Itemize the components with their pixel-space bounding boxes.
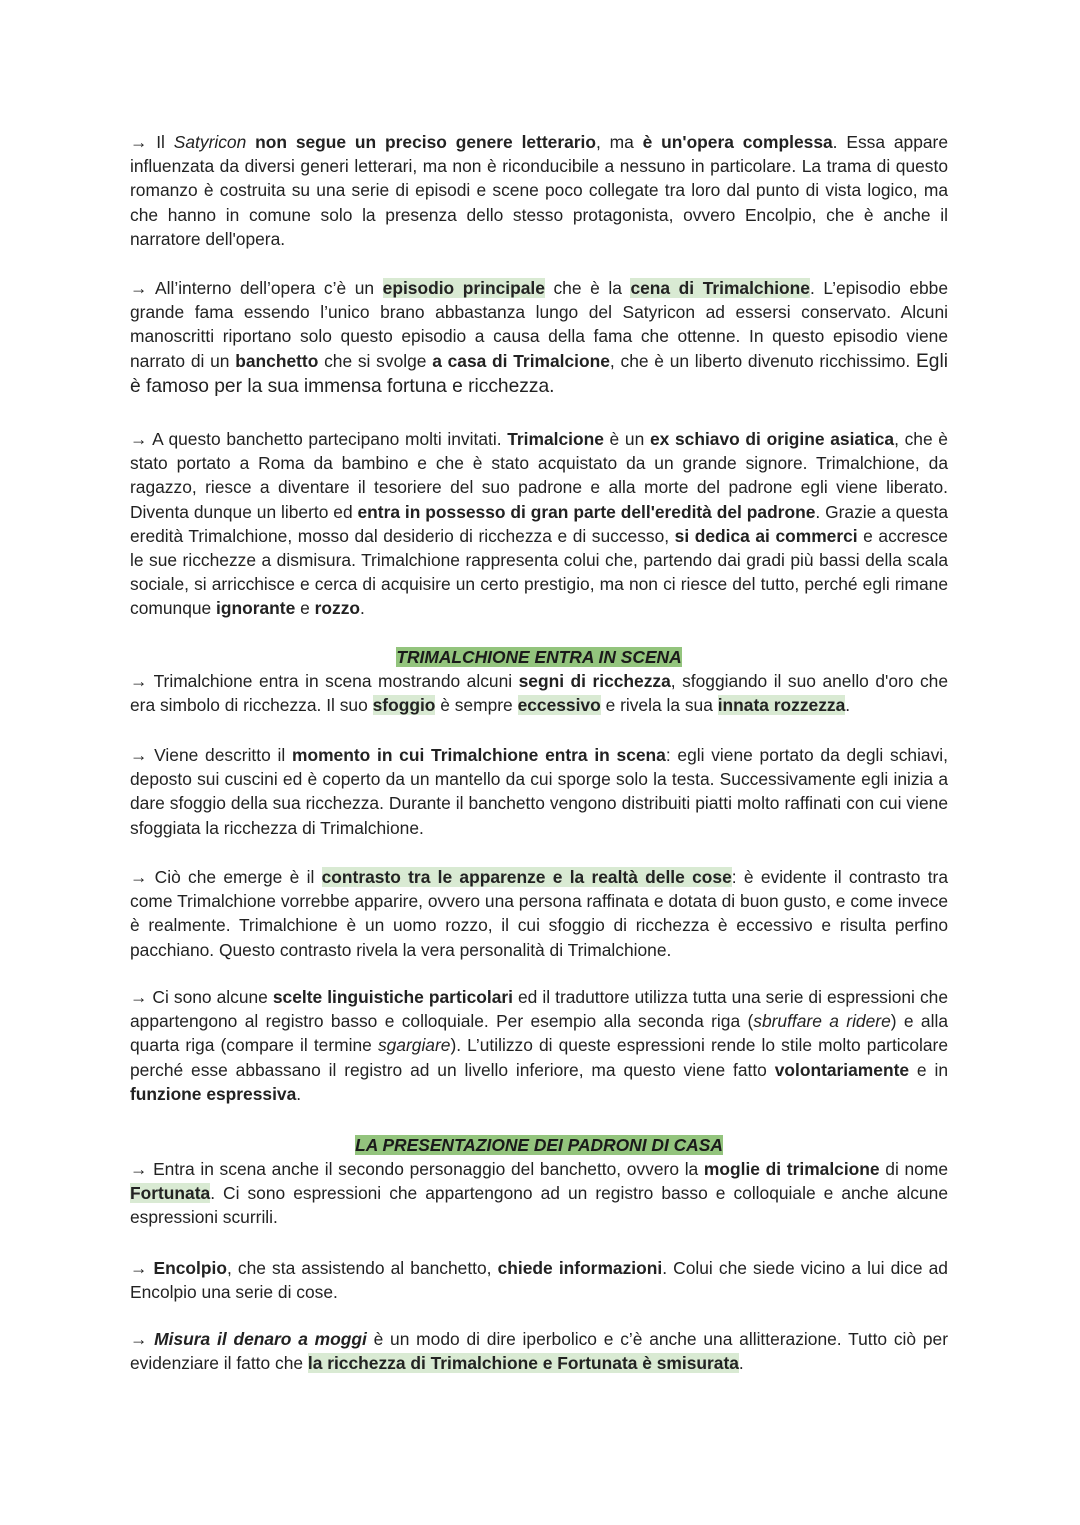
section-heading	[130, 1133, 948, 1157]
text-run: → Entra in scena anche il secondo personaggio del banchetto, ovvero la	[130, 1159, 704, 1179]
text-run: →	[130, 1258, 154, 1278]
text-run: episodio principale	[382, 278, 545, 298]
text-run: → Ci sono alcune	[130, 987, 273, 1007]
text-run: . Essa appare influenzata da diversi generi letterari, ma non è riconducibile a nessuno in particolare. La trama di questo romanzo è costruita su una serie di episodi e scene poco collegate tra loro dal punto di vista logico, ma che hanno in comune solo la presenza dello stesso protagonista, ovvero Encolpio, che è anche il narratore dell'opera.	[130, 132, 948, 249]
text-run: eccessivo	[517, 695, 601, 716]
text-run: banchetto	[235, 350, 319, 371]
text-run: è un'opera complessa	[642, 132, 833, 152]
text-run: → A questo banchetto partecipano molti invitati.	[130, 429, 508, 449]
text-run: cena di Trimalchione	[630, 278, 810, 298]
text-run: è sempre	[435, 695, 518, 716]
text-run: che si svolge	[318, 350, 433, 371]
text-run: Fortunata	[130, 1183, 211, 1204]
text-run: : è evidente il contrasto tra come Trimalchione vorrebbe apparire, ovvero una persona raffinata e dotata di buon gusto, e come invece è realmente. Trimalchione è un uomo rozzo, il cui sfoggio di ricchezza è eccessivo e risulta perfino pacchiano. Questo contrasto rivela la vera personalità di Trimalchione.	[130, 867, 948, 960]
text-run: e rivela la sua	[600, 695, 718, 716]
paragraph-p3	[130, 427, 948, 621]
text-run: a casa di Trimalcione	[432, 350, 610, 371]
text-run: , sfoggiando il suo anello d'oro che era simbolo di ricchezza. Il suo	[130, 671, 949, 716]
text-run: . Grazie a questa eredità Trimalchione, mosso dal desiderio di ricchezza e di successo,	[130, 501, 948, 546]
paragraph-p6	[130, 865, 948, 962]
text-run: è un modo di dire iperbolico e c’è anche una allitterazione. Tutto ciò per evidenziare il fatto che	[130, 1329, 949, 1374]
text-run: → Il	[130, 132, 174, 152]
text-run: ex schiavo di origine asiatica	[649, 429, 895, 449]
section-heading	[130, 645, 948, 669]
text-run: Encolpio	[153, 1258, 227, 1278]
text-run: . Ci sono espressioni che appartengono ad un registro basso e colloquiale e anche alcune espressioni scurrili.	[130, 1183, 948, 1228]
text-run: . L’episodio ebbe grande fama essendo l’unico brano abbastanza lungo del Satyricon ad essersi conservato. Alcuni manoscritti riportano solo questo episodio a causa della fama che ottenne. In questo episodio viene narrato di un	[130, 278, 949, 371]
text-run: moglie di trimalcione	[703, 1159, 880, 1179]
text-run: ) e alla quarta riga (compare il termine	[130, 1011, 948, 1056]
text-run: sbruffare a ridere	[753, 1011, 891, 1032]
text-run: , che è stato portato a Roma da bambino e che è stato acquistato da un grande signore. Trimalchione, da ragazzo, riesce a diventare il tesoriere del suo padrone e alla morte del padrone egli viene liberato. Diventa dunque un liberto ed	[130, 429, 948, 522]
paragraph-p1	[130, 130, 948, 251]
text-run: .	[296, 1083, 302, 1104]
text-run: innata rozzezza	[717, 695, 846, 716]
text-run: rozzo	[314, 598, 361, 619]
text-run: segni di ricchezza	[518, 671, 671, 691]
text-run: → Trimalchione entra in scena mostrando alcuni	[130, 671, 519, 691]
text-run: .	[360, 598, 365, 619]
text-run: sgargiare	[377, 1035, 451, 1056]
text-run: la ricchezza di Trimalchione e Fortunata è smisurata	[307, 1353, 739, 1374]
paragraph-p9	[130, 1256, 948, 1304]
paragraph-p8	[130, 1157, 948, 1230]
text-run: di nome	[879, 1159, 948, 1179]
section-heading-text: LA PRESENTAZIONE DEI PADRONI DI CASA	[355, 1135, 723, 1155]
text-run: → Viene descritto il	[130, 745, 292, 765]
text-run: ed il traduttore utilizza tutta una serie di espressioni che appartengono al registro basso e colloquiale. Per esempio alla seconda riga (	[130, 987, 948, 1032]
text-run: .	[845, 695, 851, 716]
paragraph-p4	[130, 669, 948, 717]
text-run: → All’interno dell’opera c’è un	[130, 278, 383, 298]
text-run: , che è un liberto divenuto ricchissimo.	[609, 350, 916, 371]
text-run: Misura il denaro a moggi	[154, 1329, 367, 1349]
text-run	[246, 132, 255, 152]
text-run: ignorante	[216, 598, 296, 619]
text-run: Trimalcione	[507, 429, 604, 449]
text-run: è un	[603, 429, 650, 449]
paragraph-p2	[130, 276, 948, 399]
text-run: sfoggio	[372, 695, 436, 716]
text-run: scelte linguistiche particolari	[272, 987, 513, 1007]
text-run: funzione espressiva	[130, 1083, 297, 1104]
text-run: , che sta assistendo al banchetto,	[226, 1258, 498, 1278]
text-run: . Colui che siede vicino a lui dice ad Encolpio una serie di cose.	[130, 1258, 948, 1303]
text-run: ). L’utilizzo di queste espressioni rende lo stile molto particolare perché esse abbassano il registro ad un livello inferiore, ma questo viene fatto	[130, 1035, 948, 1080]
text-run: → Ciò che emerge è il	[130, 867, 322, 887]
text-run: e accresce le sue ricchezze a dismisura. Trimalchione rappresenta colui che, partendo dai gradi più bassi della scala sociale, si arricchisce e cerca di acquisire un certo prestigio, ma non ci riesce del tutto, perché egli rimane comunque	[130, 525, 948, 619]
text-run: e	[295, 598, 315, 619]
text-run: entra in possesso di gran parte dell'eredità del padrone	[357, 501, 816, 522]
text-run: .	[738, 1353, 744, 1374]
text-run: chiede informazioni	[497, 1258, 663, 1278]
paragraph-p10	[130, 1327, 948, 1375]
text-run: contrasto tra le apparenze e la realtà delle cose	[321, 867, 732, 887]
text-run: volontariamente	[774, 1059, 910, 1080]
text-run: Egli è famoso per la sua immensa fortuna e ricchezza.	[130, 350, 948, 397]
text-run: si dedica ai commerci	[674, 525, 858, 546]
text-run: che è la	[544, 278, 631, 298]
paragraph-p7	[130, 985, 948, 1106]
text-run: : egli viene portato da degli schiavi, deposto sui cuscini ed è coperto da un mantello da cui sporge solo la testa. Successivamente egli inizia a dare sfoggio della sua ricchezza. Durante il banchetto vengono distribuiti piatti molto raffinati con cui viene sfoggiata la ricchezza di Trimalchione.	[130, 745, 948, 838]
text-run: →	[130, 1329, 155, 1349]
text-run: non segue un preciso genere letterario	[255, 132, 596, 152]
text-run: Satyricon	[173, 132, 247, 152]
section-heading-text: TRIMALCHIONE ENTRA IN SCENA	[396, 647, 682, 667]
text-run: momento in cui Trimalchione entra in scena	[291, 745, 666, 765]
paragraph-p5	[130, 743, 948, 840]
text-run: , ma	[596, 132, 643, 152]
text-run: e in	[909, 1059, 948, 1080]
